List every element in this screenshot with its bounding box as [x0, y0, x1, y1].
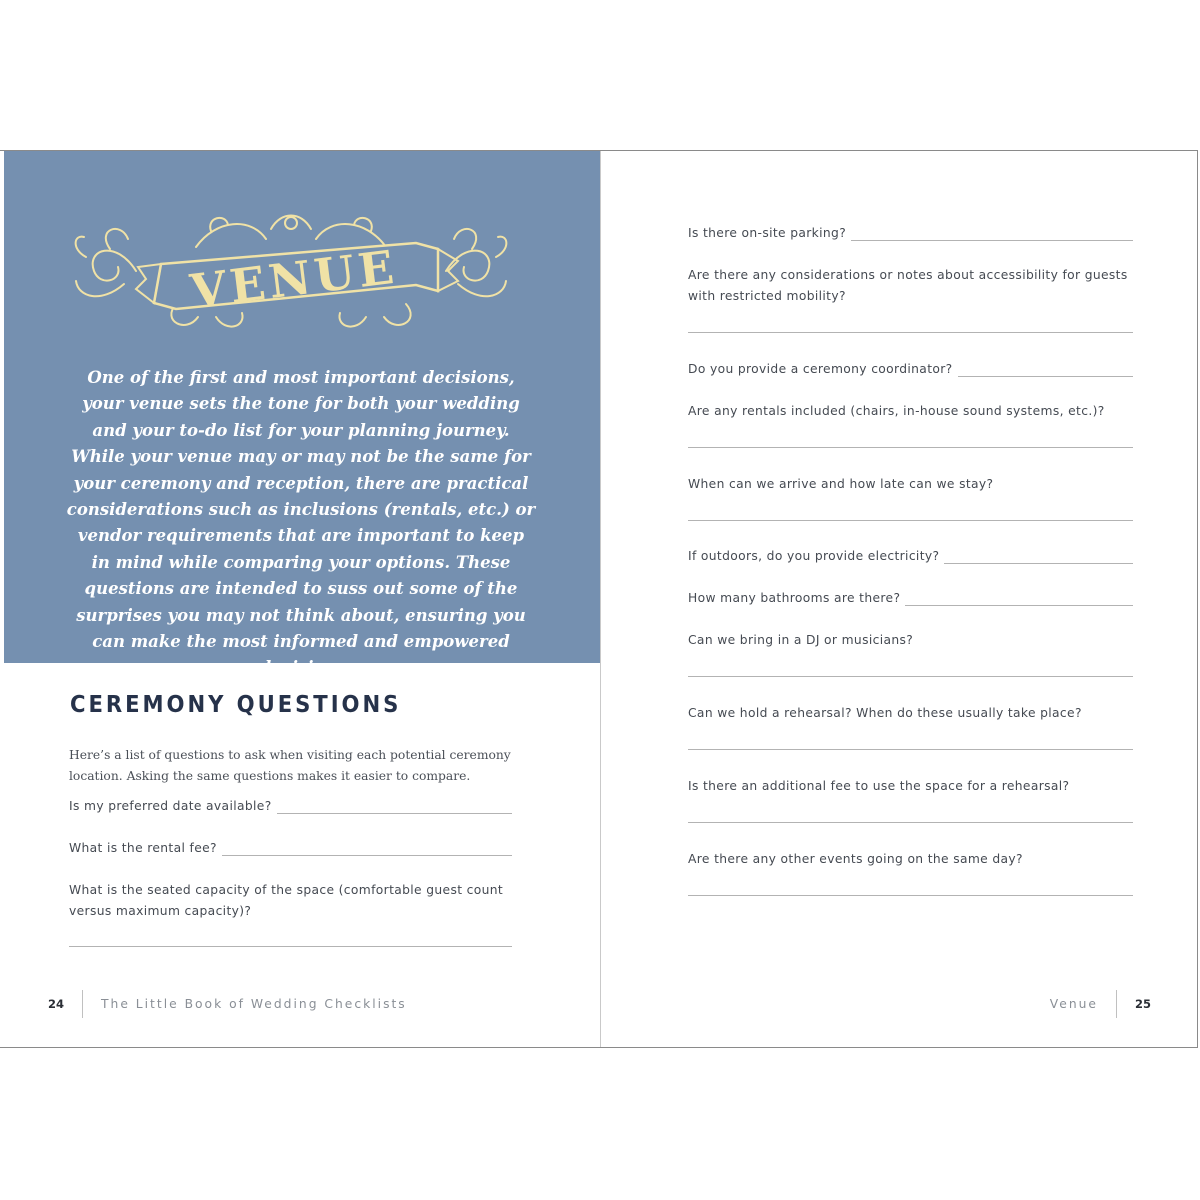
question-label: Are there any other events going on the same day? — [688, 852, 1023, 866]
question-row[interactable] — [69, 838, 512, 859]
book-spread — [0, 150, 1198, 1048]
question-label: Is my preferred date available? — [69, 799, 272, 813]
question-label: Can we hold a rehearsal? When do these usually take place? — [688, 706, 1082, 720]
section-description: Here’s a list of questions to ask when visiting each potential ceremony location. Asking the same questions makes it easier to compare. — [69, 748, 511, 783]
left-footer — [48, 989, 407, 1019]
venue-banner — [66, 209, 516, 339]
question-label: If outdoors, do you provide electricity? — [688, 549, 940, 563]
question-label: Is there an additional fee to use the space for a rehearsal? — [688, 779, 1070, 793]
question-row[interactable] — [69, 796, 512, 817]
question-row[interactable] — [688, 359, 1133, 380]
question-label: When can we arrive and how late can we stay? — [688, 477, 994, 491]
right-page — [600, 151, 1199, 1047]
intro-paragraph: One of the first and most important decisions, your venue sets the tone for both your wedding and your to-do list for your planning journey. While your venue may or may not be the same for your ceremony and reception, there are practical considerations such as inclusions (rentals, etc.) or vendor requirements that are important to keep in mind while comparing your options. These questions are intended to suss out some of the surprises you may not think about, ensuring you can make the most informed and empowered decision. — [66, 368, 536, 678]
question-label: What is the seated capacity of the space (comfortable guest count versus maximum capacity)? — [69, 883, 504, 918]
answer-line[interactable] — [944, 549, 1133, 564]
answer-line[interactable] — [688, 676, 1133, 677]
answer-line[interactable] — [905, 591, 1133, 606]
running-head: Venue — [1049, 997, 1098, 1011]
answer-line[interactable] — [958, 362, 1133, 377]
question-row[interactable] — [688, 588, 1133, 609]
answer-line[interactable] — [688, 332, 1133, 333]
left-page — [0, 151, 600, 1047]
venue-intro-panel — [4, 151, 600, 678]
question-label: Is there on-site parking? — [688, 226, 847, 240]
question-label: Do you provide a ceremony coordinator? — [688, 362, 953, 376]
answer-line[interactable] — [851, 226, 1133, 241]
question-label: What is the rental fee? — [69, 841, 217, 855]
answer-line[interactable] — [222, 841, 512, 856]
answer-line[interactable] — [69, 946, 512, 947]
question-label: Can we bring in a DJ or musicians? — [688, 633, 914, 647]
running-head: The Little Book of Wedding Checklists — [101, 997, 407, 1011]
page-number: 24 — [48, 997, 65, 1011]
question-label: How many bathrooms are there? — [688, 591, 901, 605]
answer-line[interactable] — [688, 822, 1133, 823]
question-label: Are there any considerations or notes about accessibility for guests with restricted mobility? — [688, 268, 1128, 303]
page-number: 25 — [1134, 997, 1151, 1011]
answer-line[interactable] — [688, 749, 1133, 750]
answer-line[interactable] — [688, 447, 1133, 448]
answer-line[interactable] — [688, 895, 1133, 896]
footer-divider — [1116, 990, 1117, 1018]
question-row[interactable] — [688, 223, 1133, 244]
question-row[interactable] — [688, 546, 1133, 567]
footer-divider — [82, 990, 83, 1018]
banner-title: VENUE — [187, 239, 401, 319]
section-title: CEREMONY QUESTIONS — [70, 692, 402, 718]
answer-line[interactable] — [688, 520, 1133, 521]
answer-line[interactable] — [277, 799, 512, 814]
ornate-scroll-icon — [66, 209, 516, 339]
question-label: Are any rentals included (chairs, in-house sound systems, etc.)? — [688, 404, 1105, 418]
right-footer — [1050, 989, 1151, 1019]
